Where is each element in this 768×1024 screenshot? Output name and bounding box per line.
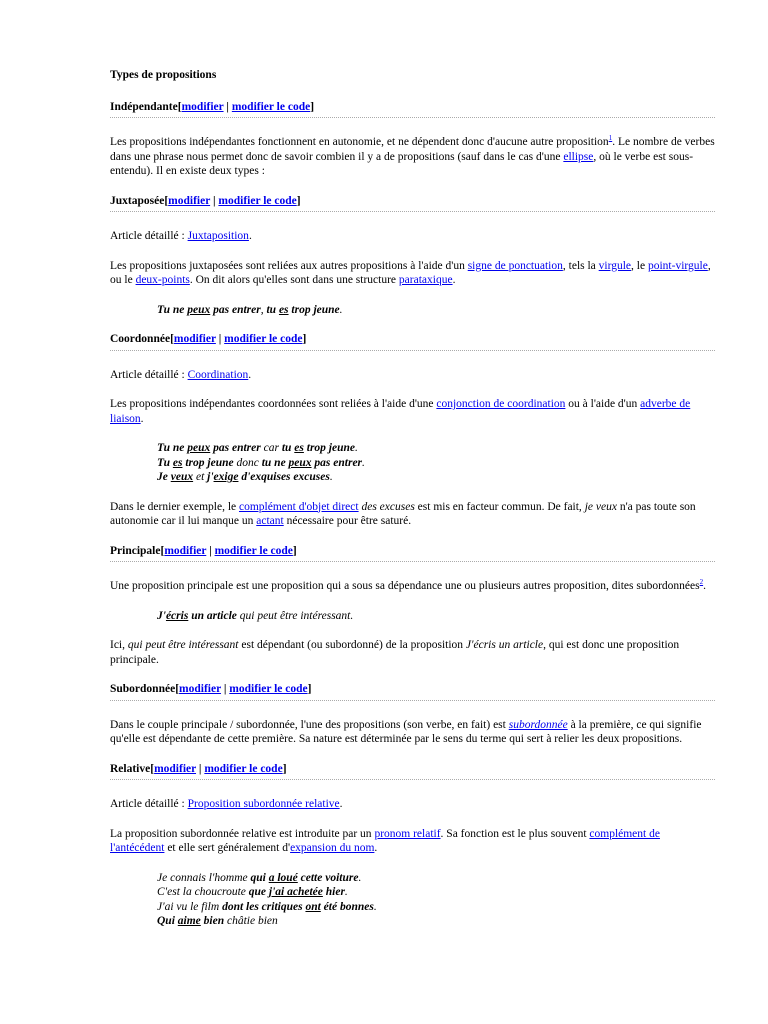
heading-text: Relative: [110, 762, 151, 775]
link-complement-de-l-antecedent[interactable]: complément de l'antécédent: [110, 827, 660, 854]
link-ellipse[interactable]: ellipse: [563, 150, 594, 163]
example-block: [157, 871, 715, 929]
example-line: Tu es trop jeune donc tu ne peux pas entrer.: [157, 456, 365, 469]
section-heading-principale: Principale[modifier | modifier le code]: [110, 544, 715, 563]
example-line: Tu ne peux pas entrer, tu es trop jeune.: [157, 303, 343, 316]
paragraph: Les propositions indépendantes coordonnées sont reliées à l'aide d'une conjonction de coordination ou à l'aide d'un adverbe de liaison.: [110, 398, 691, 425]
paragraph: Ici, qui peut être intéressant est dépendant (ou subordonné) de la proposition J'écris un article, qui est donc une proposition principale.: [110, 639, 680, 666]
modifier-link[interactable]: modifier: [168, 194, 211, 207]
section-heading-subordonnee: Subordonnée[modifier | modifier le code]: [110, 682, 715, 701]
article-detail-line: Article détaillé : Coordination.: [110, 368, 252, 381]
modifier-le-code-link[interactable]: modifier le code: [229, 683, 308, 695]
example-line: C'est la choucroute que j'ai achetée hier.: [157, 886, 348, 898]
article-detail-line: Article détaillé : Juxtaposition.: [110, 230, 252, 242]
link-expansion-du-nom[interactable]: expansion du nom: [290, 842, 375, 854]
section-heading-independante: Indépendante[modifier | modifier le code]: [110, 100, 715, 119]
section-heading-coordonnee: Coordonnée[modifier | modifier le code]: [110, 332, 715, 351]
link-point-virgule[interactable]: point-virgule: [647, 259, 708, 272]
example-block: [157, 609, 715, 624]
heading-text: Juxtaposée: [110, 194, 165, 207]
modifier-link[interactable]: modifier: [154, 762, 197, 775]
link-pronom-relatif[interactable]: pronom relatif: [374, 827, 441, 840]
paragraph: La proposition subordonnée relative est introduite par un pronom relatif. Sa fonction est le plus souvent complément de l'antécédent et elle sert généralement d'expansion du nom.: [110, 827, 660, 854]
link-complement-objet-direct[interactable]: complément d'objet direct: [239, 500, 359, 513]
page-title: Types de propositions: [110, 69, 217, 81]
link-actant[interactable]: actant: [256, 515, 284, 527]
modifier-le-code-link[interactable]: modifier le code: [231, 100, 311, 113]
footnote-ref-1[interactable]: 1: [608, 134, 613, 143]
modifier-link[interactable]: modifier: [164, 544, 207, 557]
link-coordination[interactable]: Coordination: [187, 368, 249, 381]
example-line: J'ai vu le film dont les critiques ont été bonnes.: [157, 900, 377, 913]
example-line: J'écris un article qui peut être intéressant.: [157, 609, 354, 622]
modifier-le-code-link[interactable]: modifier le code: [214, 544, 293, 557]
link-adverbe-de-liaison[interactable]: adverbe de liaison: [110, 398, 691, 425]
link-subordonnee[interactable]: subordonnée: [508, 718, 568, 731]
example-line: Tu ne peux pas entrer car tu es trop jeune.: [157, 442, 358, 454]
section-heading-relative: Relative[modifier | modifier le code]: [110, 762, 715, 781]
modifier-link[interactable]: modifier: [181, 100, 224, 113]
article-detail-line: Article détaillé : Proposition subordonnée relative.: [110, 798, 343, 810]
paragraph: Les propositions juxtaposées sont reliées aux autres propositions à l'aide d'un signe de ponctuation, tels la virgule, le point-virgule, ou le deux-points. On dit alors qu'elles sont dans une structure parataxique.: [110, 259, 711, 286]
example-block: [157, 441, 715, 485]
paragraph: Dans le couple principale / subordonnée, l'une des propositions (son verbe, en fait) est subordonnée à la première, ce qui signifie qu'elle est dépendante de cette première. Sa nature est déterminée par le sens du terme qui sert à relier les deux propositions.: [110, 718, 702, 745]
modifier-le-code-link[interactable]: modifier le code: [204, 762, 283, 775]
paragraph: Dans le dernier exemple, le complément d'objet direct des excuses est mis en facteur commun. De fait, je veux n'a pas toute son autonomie car il lui manque un actant nécessaire pour être saturé.: [110, 500, 696, 527]
example-block: [157, 303, 715, 318]
modifier-link[interactable]: modifier: [173, 333, 216, 345]
section-heading-juxtaposee: Juxtaposée[modifier | modifier le code]: [110, 194, 715, 213]
example-line: Qui aime bien châtie bien: [157, 915, 278, 927]
link-proposition-subordonnee-relative[interactable]: Proposition subordonnée relative: [187, 798, 340, 810]
link-conjonction-de-coordination[interactable]: conjonction de coordination: [436, 398, 566, 410]
link-deux-points[interactable]: deux-points: [135, 274, 190, 286]
link-juxtaposition[interactable]: Juxtaposition: [187, 230, 249, 242]
link-parataxique[interactable]: parataxique: [398, 274, 453, 286]
heading-text: Indépendante: [110, 100, 178, 113]
example-line: Je veux et j'exige d'exquises excuses.: [157, 471, 333, 483]
heading-text: Principale: [110, 544, 161, 557]
heading-text: Coordonnée: [110, 333, 171, 345]
link-virgule[interactable]: virgule: [598, 259, 632, 272]
link-signe-de-ponctuation[interactable]: signe de ponctuation: [467, 259, 563, 272]
modifier-le-code-link[interactable]: modifier le code: [224, 333, 303, 345]
footnote-ref-2[interactable]: 2: [699, 578, 704, 587]
modifier-le-code-link[interactable]: modifier le code: [218, 194, 297, 207]
example-line: Je connais l'homme qui a loué cette voiture.: [157, 871, 362, 884]
modifier-link[interactable]: modifier: [179, 683, 221, 695]
heading-text: Subordonnée: [110, 683, 176, 695]
paragraph: Les propositions indépendantes fonctionnent en autonomie, et ne dépendent donc d'aucune autre proposition$^1$. Le nombre de verbes dans une phrase nous permet donc de savoir combien il y a de propositions (sauf dans le cas d'une ellipse, où le verbe est sous-entendu). Il en existe deux types :: [110, 134, 715, 177]
paragraph: Une proposition principale est une proposition qui a sous sa dépendance une ou plusieurs autres proposition, dites subordonnées$^2$.: [110, 578, 706, 592]
article-body: [110, 68, 715, 944]
